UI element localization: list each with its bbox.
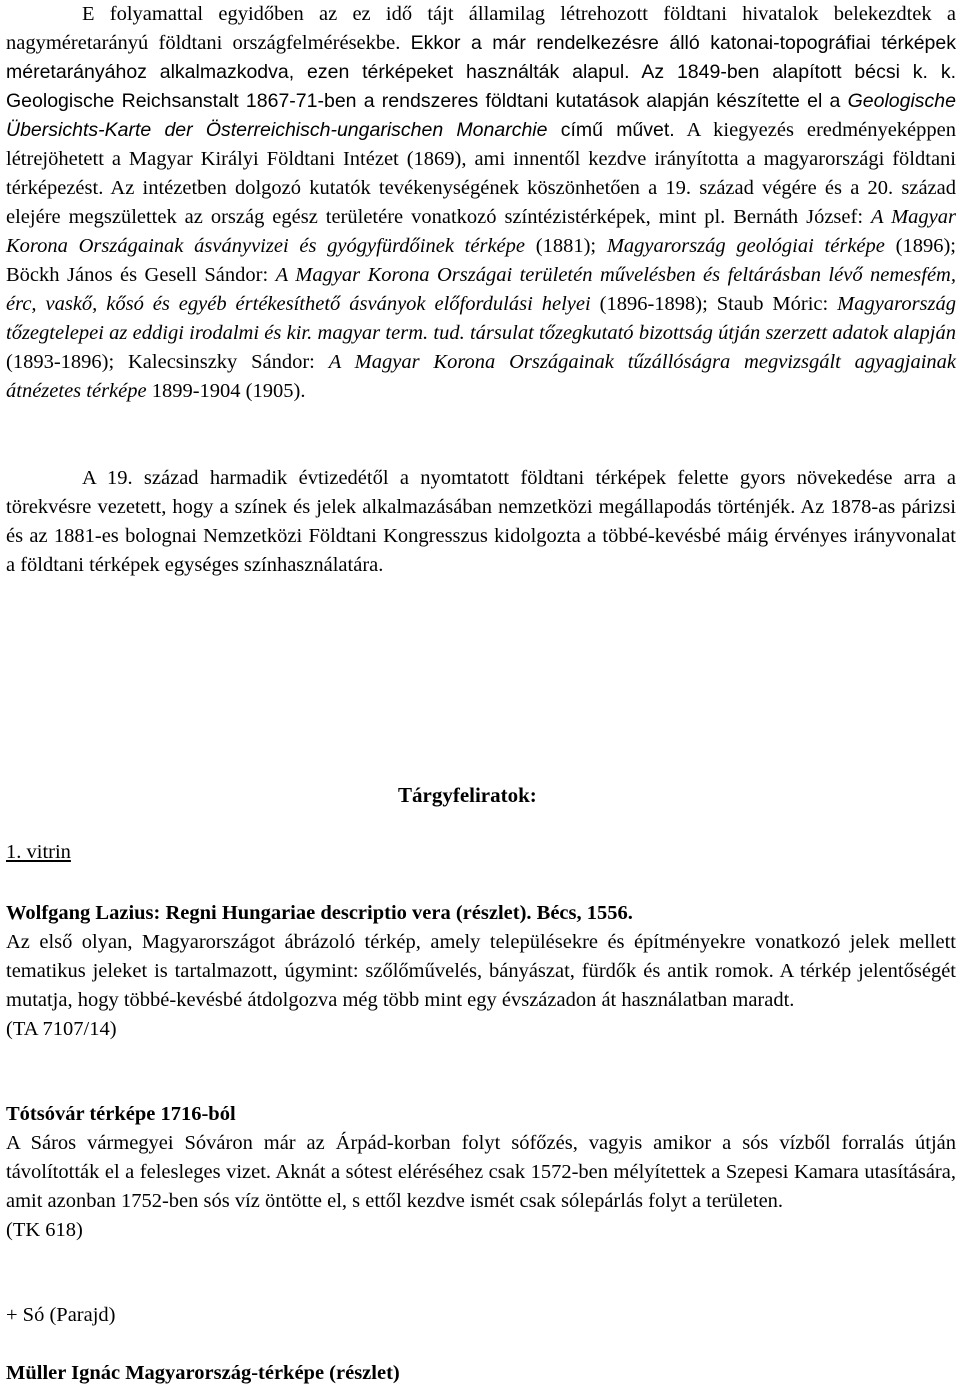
intro-sep-1: (1881); bbox=[525, 235, 607, 257]
section-title: Tárgyfeliratok: bbox=[398, 783, 537, 807]
map-title-5: A Magyar Korona Országainak tűzállóságra megvizsgált agyagjainak átnézetes térképe bbox=[6, 351, 956, 402]
intro-sep-4: (1893-1896); Kalecsinszky Sándor: bbox=[6, 351, 329, 373]
vitrin-label: 1. vitrin bbox=[6, 841, 71, 863]
intro-paragraph-1 bbox=[6, 0, 956, 406]
exhibit-text: Az első olyan, Magyarországot ábrázoló térkép, amely településekre és építményekre vonatkozó jelek mellett tematikus jeleket is tartalmazott, úgymint: szőlőművelés, bányászat, fürdők és antik romok. A térkép jelentőségét mutatja, hogy többé-kevésbé átdolgozva még több mint egy évszázadon át használatban maradt. bbox=[6, 931, 956, 1011]
intro-work-title: Geologische Übersichts-Karte der Österreichisch-ungarischen Monarchie bbox=[6, 90, 956, 141]
last-exhibit-title: Müller Ignác Magyarország-térképe (részlet) bbox=[6, 1362, 400, 1384]
exhibit-item-2 bbox=[6, 1100, 956, 1245]
intro-sep-3: (1896-1898); Staub Móric: bbox=[590, 293, 838, 315]
intro-sep-5: 1899-1904 (1905). bbox=[146, 380, 306, 402]
exhibit-item-1 bbox=[6, 899, 956, 1044]
exhibit-reference: (TA 7107/14) bbox=[6, 1018, 117, 1040]
exhibit-title: Wolfgang Lazius: Regni Hungariae descriptio vera (részlet). Bécs, 1556. bbox=[6, 902, 633, 924]
plus-item: + Só (Parajd) bbox=[6, 1304, 116, 1326]
map-title-2: Magyarország geológiai térképe bbox=[606, 235, 885, 257]
intro-text-sans-end: című művet. bbox=[547, 119, 675, 141]
exhibit-text: A Sáros vármegyei Sóváron már az Árpád-korban folyt sófőzés, vagyis amikor a sós vízből forralás útján távolították el a felesleges vizet. Aknát a sótest eléréséhez csak 1572-ben mélyítettek a Szepesi Kamara utasítására, amit azonban 1752-ben sós víz öntötte el, s ettől kezdve ismét csak sólepárlás folyt a területen. bbox=[6, 1132, 956, 1212]
intro-text-b: A kiegyezés eredményeképpen létrejöhetett a Magyar Királyi Földtani Intézet (1869), ami innentől kezdve irányította a magyarországi földtani térképezést. Az intézetben dolgozó kutatók tevékenységének köszönhetően a 19. század végére és a 20. század elejére megszülettek az ország egész területére vonatkozó színtézistérképek, mint pl. Bernáth József: bbox=[6, 119, 956, 228]
intro-sep-2: (1896); Böckh János és Gesell Sándor: bbox=[6, 235, 956, 286]
intro-text-sans: Ekkor a már rendelkezésre álló katonai-topográfiai térképek méretarányához alkalmazkodva, ezen térképeket használták alapul. Az 1849-ben alapított bécsi k. k. Geologische Reichsanstalt 1867-71-ben a rendszeres földtani kutatások alapján készítette el a bbox=[6, 32, 956, 112]
intro-text-a: E folyamattal egyidőben az ez idő tájt államilag létrehozott földtani hivatalok belekezdtek a nagyméretarányú földtani országfelmérésekbe. bbox=[6, 3, 956, 54]
map-title-3: A Magyar Korona Országai területén művelésben és feltárásban lévő nemesfém, érc, vaskő, kősó és egyéb értékesíthető ásványok előfordulási helyei bbox=[6, 264, 956, 315]
exhibit-title: Tótsóvár térképe 1716-ból bbox=[6, 1103, 236, 1125]
map-title-4: Magyarország tőzegtelepei az eddigi irodalmi és kir. magyar term. tud. társulat tőzegkutató bizottság útján szerzett adatok alapján bbox=[6, 293, 956, 344]
map-title-1: A Magyar Korona Országainak ásványvizei és gyógyfürdőinek térképe bbox=[6, 206, 956, 257]
exhibit-reference: (TK 618) bbox=[6, 1219, 83, 1241]
intro-paragraph-2: A 19. század harmadik évtizedétől a nyomtatott földtani térképek felette gyors növekedése arra a törekvésre vezetett, hogy a színek és jelek alkalmazásában nemzetközi megállapodás történjék. Az 1878-as párizsi és az 1881-es bolognai Nemzetközi Földtani Kongresszus kidolgozta a többé-kevésbé máig érvényes irányvonalat a földtani térképek egységes színhasználatára. bbox=[6, 467, 956, 576]
